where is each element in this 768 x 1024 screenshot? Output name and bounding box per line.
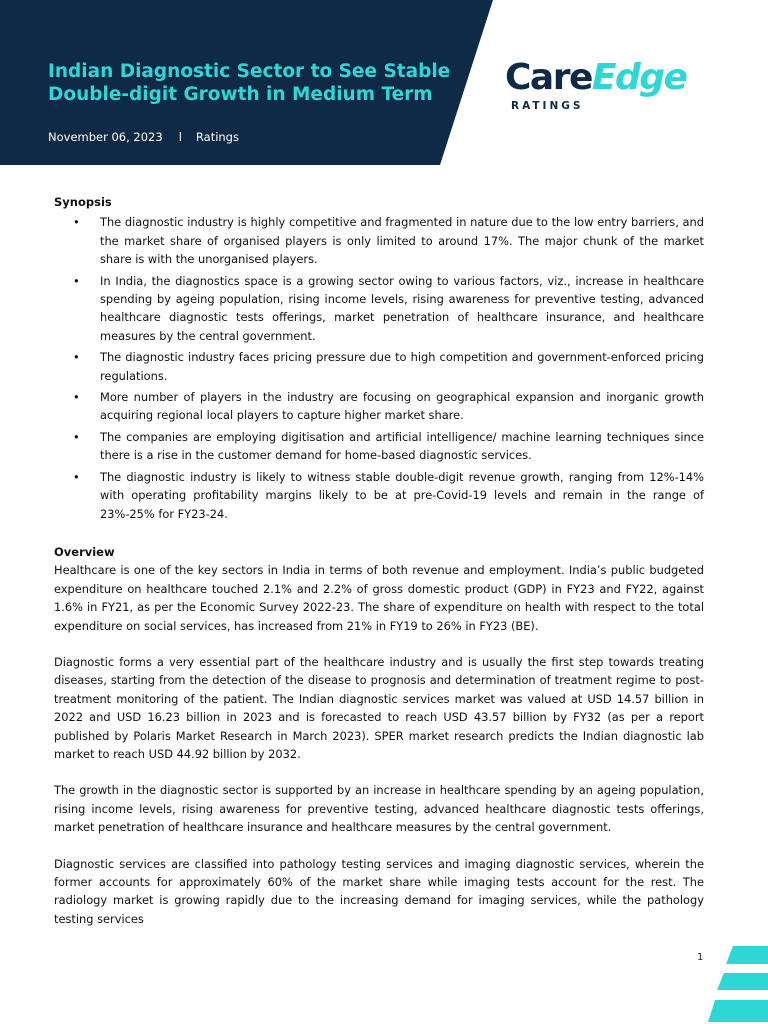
bullet-icon: • [73,273,80,288]
deco-stripe-3 [708,1000,768,1022]
logo-word-care: Care [505,57,592,98]
title-line-1: Indian Diagnostic Sector to See Stable [48,61,451,82]
list-item-text: The companies are employing digitisation and artificial intelligence/ machine learning techniques since there is a rise in the customer demand for home-based diagnostic services. [100,429,704,463]
list-item [54,348,704,385]
list-item [54,272,704,346]
overview-paragraph-3: The growth in the diagnostic sector is supported by an increase in healthcare spending by an ageing population, rising income levels, rising awareness for preventive testing, advanced healthcare diagnostic tests offerings, market penetration of healthcare insurance and healthcare measures by the central government. [54,783,704,835]
overview-paragraph-4: Diagnostic services are classified into pathology testing services and imaging diagnostic services, wherein the former accounts for approximately 60% of the market share while imaging tests account for the rest. The radiology market is growing rapidly due to the increasing demand for imaging services, while the pathology testing services [54,856,704,926]
bullet-icon: • [73,350,80,365]
logo-subtitle: RATINGS [511,100,584,112]
overview-heading: Overview [54,544,115,559]
list-item [54,468,704,523]
synopsis-heading: Synopsis [54,195,112,209]
header-meta [48,130,239,144]
overview-paragraph-1: Healthcare is one of the key sectors in India in terms of both revenue and employment. India’s public budgeted expenditure on healthcare touched 2.1% and 2.2% of gross domestic product (GDP) in FY23 and FY22, against 1.6% in FY21, as per the Economic Survey 2022-23. The share of expenditure on health with respect to the total expenditure on social services, has increased from 21% in FY19 to 26% in FY23 (BE). [54,563,704,633]
footer-stripes-decoration [700,940,768,1024]
page-title [48,60,468,106]
document-body [54,193,704,946]
list-item [54,428,704,465]
deco-stripe-2 [717,973,768,990]
list-item-text: The diagnostic industry is highly competitive and fragmented in nature due to the low entry barriers, and the market share of organised players is only limited to around 17%. The major chunk of the market share is with the unorganised players. [100,215,704,267]
overview-paragraph-2: Diagnostic forms a very essential part of the healthcare industry and is usually the first step towards treating diseases, starting from the detection of the disease to prognosis and determination of treatment regime to post-treatment monitoring of the patient. The Indian diagnostic services market was valued at USD 14.57 billion in 2022 and USD 16.23 billion in 2023 and is forecasted to reach USD 43.57 billion by FY32 (as per a report published by Polaris Market Research in March 2023). SPER market research predicts the Indian diagnostic lab market to reach USD 44.92 billion by 2032. [54,654,704,761]
deco-stripe-1 [726,946,768,964]
list-item-text: The diagnostic industry is likely to witness stable double-digit revenue growth, ranging from 12%-14% with operating profitability margins likely to be at pre-Covid-19 levels and remain in the range of 23%-25% for FY23-24. [100,469,704,521]
list-item [54,388,704,425]
bullet-icon: • [73,429,80,444]
header-banner [0,0,768,165]
title-line-2: Double-digit Growth in Medium Term [48,84,433,105]
careedge-logo [505,56,715,116]
bullet-icon: • [73,215,80,230]
list-item-text: The diagnostic industry faces pricing pressure due to high competition and government-enforced pricing regulations. [100,350,704,383]
bullet-icon: • [73,390,80,405]
meta-separator: l [178,130,182,144]
publish-date: November 06, 2023 [48,130,163,144]
list-item-text: In India, the diagnostics space is a growing sector owing to various factors, viz., increase in healthcare spending by ageing population, rising income levels, rising awareness for preventive testing, advanced healthcare diagnostic tests offerings, market penetration of healthcare insurance, and healthcare measures by the central government. [100,273,704,343]
bullet-icon: • [73,469,80,484]
logo-wordmark [505,56,686,100]
list-item [54,213,704,268]
category-label: Ratings [195,130,239,144]
logo-word-edge: Edge [591,57,687,98]
page-number: 1 [697,952,704,963]
list-item-text: More number of players in the industry are focusing on geographical expansion and inorganic growth acquiring regional local players to capture higher market share. [100,390,704,423]
synopsis-list [54,213,704,523]
